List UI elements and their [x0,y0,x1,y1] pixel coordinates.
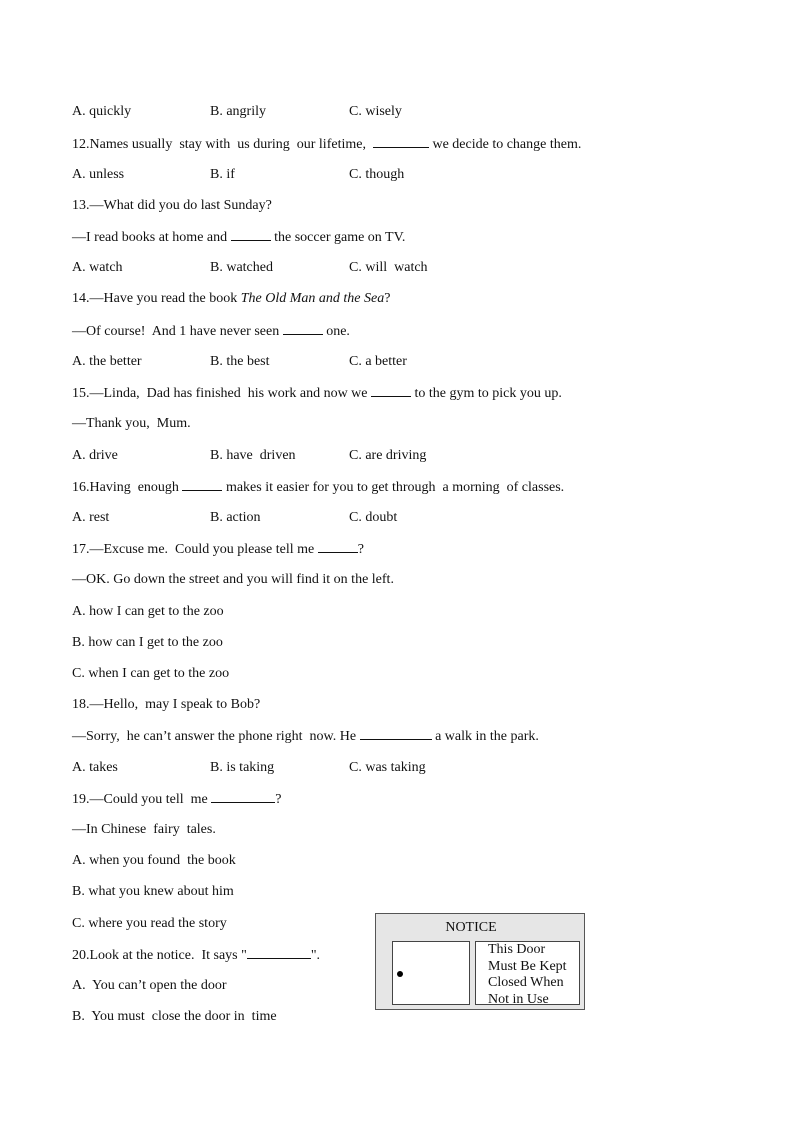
q11-option-a: A. quickly [72,104,132,119]
q12-option-a: A. unless [72,167,125,182]
q17-option-b: B. how can I get to the zoo [72,635,223,650]
q11-option-c: C. wisely [349,104,402,119]
q17-option-c: C. when I can get to the zoo [72,666,230,681]
q13-option-c: C. will watch [349,260,428,275]
q13-stem: 13.—What did you do last Sunday? [72,198,272,213]
answer-blank [247,946,311,959]
q16-option-c: C. doubt [349,510,398,525]
book-title: The Old Man and the Sea [240,291,385,306]
q17-stem: 17.—Excuse me. Could you please tell me ? [72,542,364,557]
q20-option-b: B. You must close the door in time [72,1009,277,1024]
q15-option-c: C. are driving [349,448,427,463]
notice-line: Closed When [488,975,564,990]
notice-line: Not in Use [488,991,549,1007]
q12-option-c: C. though [349,167,405,182]
q19-option-b: B. what you knew about him [72,884,234,899]
q14-reply: —Of course! And 1 have never seen one. [72,324,350,339]
q20-stem: 20.Look at the notice. It says " ". [72,948,321,963]
notice-illustration [375,913,585,1010]
q16-option-a: A. rest [72,510,110,525]
q14-option-a: A. the better [72,354,142,369]
q15-option-a: A. drive [72,448,118,463]
answer-blank [231,228,271,241]
q14-stem: 14.—Have you read the book The Old Man and the Sea? [72,291,391,306]
door-illustration [392,941,470,1005]
q19-option-a: A. when you found the book [72,853,236,868]
q17-reply: —OK. Go down the street and you will find it on the left. [72,572,394,587]
q11-option-b: B. angrily [210,104,266,119]
q12-stem: 12.Names usually stay with us during our lifetime, we decide to change them. [72,137,582,152]
q15-reply: —Thank you, Mum. [72,416,191,431]
answer-blank [211,790,275,803]
notice-line: This Door [488,942,546,957]
q19-stem: 19.—Could you tell me ? [72,792,282,807]
q18-stem: 18.—Hello, may I speak to Bob? [72,697,261,712]
answer-blank [371,384,411,397]
door-knob-icon [397,971,403,977]
q15-option-b: B. have driven [210,448,296,463]
answer-blank [283,322,323,335]
notice-sign [475,941,580,1005]
q18-option-a: A. takes [72,760,118,775]
q19-option-c: C. where you read the story [72,916,227,931]
q14-option-b: B. the best [210,354,270,369]
q13-option-a: A. watch [72,260,123,275]
notice-line: Must Be Kept [488,958,567,974]
q18-reply: —Sorry, he can’t answer the phone right now. He a walk in the park. [72,729,539,744]
q13-option-b: B. watched [210,260,273,275]
q19-reply: —In Chinese fairy tales. [72,822,216,837]
q13-reply: —I read books at home and the soccer game on TV. [72,230,406,245]
q17-option-a: A. how I can get to the zoo [72,604,224,619]
q18-option-c: C. was taking [349,760,426,775]
answer-blank [373,135,429,148]
q14-option-c: C. a better [349,354,407,369]
q15-stem: 15.—Linda, Dad has finished his work and now we to the gym to pick you up. [72,386,562,401]
q18-option-b: B. is taking [210,760,275,775]
answer-blank [360,727,432,740]
answer-blank [182,478,222,491]
notice-title: NOTICE [445,920,497,935]
q16-option-b: B. action [210,510,261,525]
answer-blank [318,540,358,553]
q20-option-a: A. You can’t open the door [72,978,227,993]
q12-option-b: B. if [210,167,235,182]
q16-stem: 16.Having enough makes it easier for you to get through a morning of classes. [72,480,565,495]
